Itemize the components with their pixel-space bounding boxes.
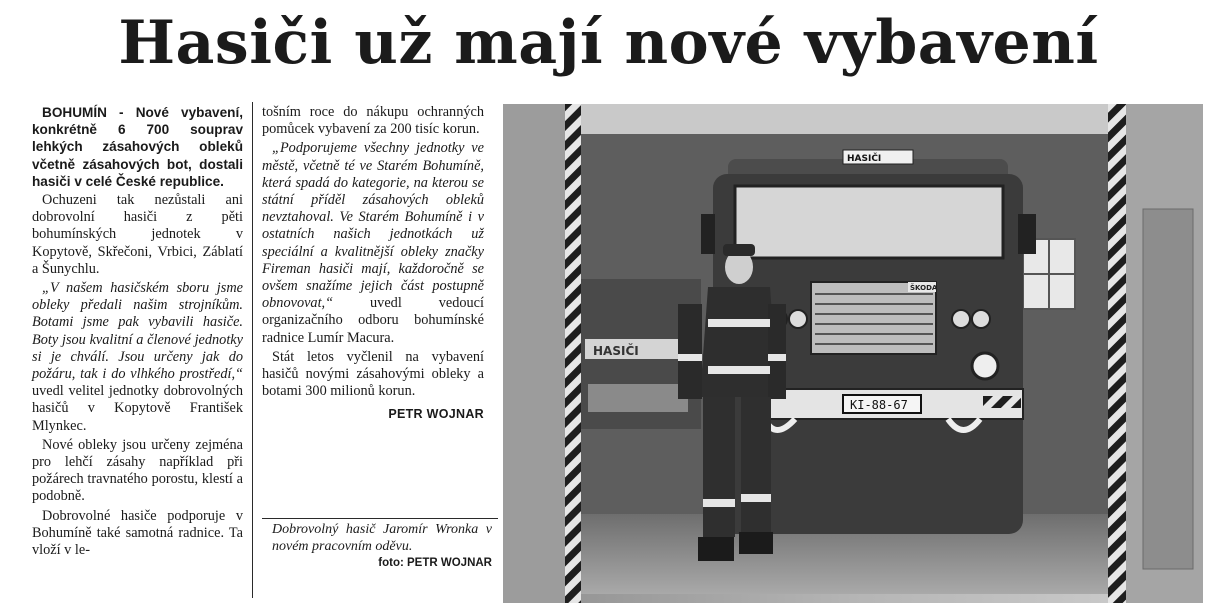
license-plate: KI-88-67 xyxy=(850,398,908,412)
author-byline: PETR WOJNAR xyxy=(388,407,484,422)
article-column-2 xyxy=(262,104,484,424)
photo-illustration xyxy=(503,104,1203,603)
brand-badge: ŠKODA xyxy=(910,284,938,292)
paragraph: tošním roce do nákupu ochranných pomůcek vybavení za 200 tisíc korun. xyxy=(262,104,484,138)
paragraph: Stát letos vyčlenil na vybavení hasičů novými zásahovými obleky a botami 300 milionů korun. xyxy=(262,348,484,400)
caption-text: Dobrovolný hasič Jaromír Wronka v novém pracovním oděvu. xyxy=(272,522,492,554)
quote-text: „Podporujeme všechny jednotky ve městě, včetně té ve Starém Bohumíně, která spadá do kategorie, na kterou se státní příděl zásahových obleků nevztahoval. Ve Starém Bohumíně i v ostatních našich jednotkách už speciální a kvalitnější obleky značky Fireman hasiči mají, každoročně se ovšem snažíme jejich část postupně obnovovat,“ xyxy=(262,140,484,312)
article-column-1 xyxy=(32,104,243,561)
side-truck-text: HASIČI xyxy=(593,344,639,358)
lead-place: BOHUMÍN - xyxy=(42,105,124,120)
paragraph: Dobrovolné hasiče podporuje v Bohumíně také samotná radnice. Ta vloží v le- xyxy=(32,507,243,559)
paragraph: Nové obleky jsou určeny zejména pro lehčí zásahy například při požárech travnatého porostu, klestí a podobně. xyxy=(32,436,243,505)
column-rule-left xyxy=(252,102,253,598)
lead-paragraph xyxy=(32,104,243,190)
lead-text: Nové vybavení, konkrétně 6 700 souprav lehkých zásahových obleků včetně zásahových bot, dostali hasiči v celé České republice. xyxy=(32,105,243,189)
quote-paragraph xyxy=(32,280,243,435)
quote-attribution: uvedl velitel jednotky dobrovolných hasičů v Kopytově František Mlynkec. xyxy=(32,383,243,434)
truck-sign: HASIČI xyxy=(847,154,882,164)
quote-text: „V našem hasičském sboru jsme obleky předali našim strojníkům. Botami jsme pak vybavili hasiče. Boty jsou kvalitní a členové jednotky si je chválí. Jsou určeny jak do požáru, tak i do vlhkého prostředí,“ xyxy=(32,280,243,383)
fire-station-photo xyxy=(503,104,1203,603)
quote-attribution: uvedl vedoucí organizačního odboru bohumínské radnice Lumír Macura. xyxy=(262,295,484,346)
column-rule-caption xyxy=(262,518,498,519)
photo-caption xyxy=(272,521,492,572)
photo-credit: foto: PETR WOJNAR xyxy=(378,557,492,569)
quote-paragraph xyxy=(262,140,484,346)
paragraph: Ochuzeni tak nezůstali ani dobrovolní hasiči z pěti bohumínských jednotek v Kopytově, Skřečoni, Vrbici, Záblatí a Šunychlu. xyxy=(32,192,243,277)
headline: Hasiči už mají nové vybavení xyxy=(118,8,1099,78)
